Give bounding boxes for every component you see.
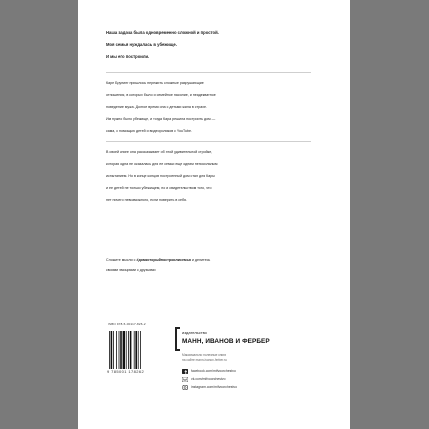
para2-line-1: В своей книге она рассказывает об этой удивительной стройке, [106, 150, 213, 154]
intro-line-3: И мы его построили. [106, 54, 150, 59]
publisher-label: издательство [182, 330, 207, 335]
barcode-image [109, 331, 149, 369]
publisher-note-line-1: Максимально полезные книги [182, 353, 227, 357]
social-facebook[interactable] [182, 368, 236, 374]
social-instagram[interactable] [182, 384, 237, 390]
para2-line-4: и ее детей не только убежищем, но и свидетельством того, что [106, 186, 212, 190]
share-line-2: своими эмоциями с друзьями [106, 268, 156, 272]
instagram-icon [182, 385, 188, 390]
publisher-note [182, 353, 272, 362]
para2-line-2: которая одна не оказалась для ее семьи еще одним непосильным [106, 162, 218, 166]
share-suffix: и делитесь [190, 258, 211, 262]
barcode-digits: 9 785001 178262 [107, 369, 145, 374]
social-facebook-text: facebook.com/mifvoorchestvo [191, 369, 236, 373]
publisher-note-line-2: на сайте mann-ivanov-ferber.ru [182, 357, 227, 362]
publisher-name: МАНН, ИВАНОВ И ФЕРБЕР [182, 338, 270, 345]
para1-line-1: Каре Брунинг пришлось пережить сложные разрушающие [106, 81, 204, 85]
social-vk-text: vk.com/mifvoorchestvo [191, 377, 226, 381]
para2-line-5: нет ничего невозможного, если поверить в себя. [106, 198, 187, 202]
book-back-cover [78, 0, 350, 429]
publisher-logo-bracket [175, 327, 180, 351]
social-instagram-text: instagram.com/mifvoorchestvo [191, 385, 237, 389]
intro-line-2: Моя семья нуждалась в убежище. [106, 42, 177, 47]
para1-line-2: отношения, в которых было и семейное насилие, и неадекватное [106, 93, 216, 97]
para2-line-3: испытанием. Но в конце концов построенный дом стал для Кары [106, 174, 215, 178]
vk-icon [182, 377, 188, 382]
para1-line-4: Им нужно было убежище, и тогда Кара решила построить дом — [106, 117, 216, 121]
facebook-icon [182, 369, 188, 374]
share-prefix: Сложите мысли с [106, 258, 137, 262]
para1-line-5: сама, с помощью детей и видеороликов с YouTube. [106, 129, 193, 133]
para1-line-3: поведение мужа. Долгое время она с детьми жила в страхе. [106, 105, 207, 109]
social-vk[interactable] [182, 376, 225, 382]
divider [106, 141, 311, 142]
share-line-1 [106, 256, 311, 265]
hashtag: #домкоторыйпостроилисемья [136, 258, 191, 262]
intro-line-1: Наша задача была одновременно сложной и простой. [106, 30, 219, 35]
isbn-text: ISBN 978-5-00117-826-2 [108, 322, 146, 326]
divider [106, 72, 311, 73]
